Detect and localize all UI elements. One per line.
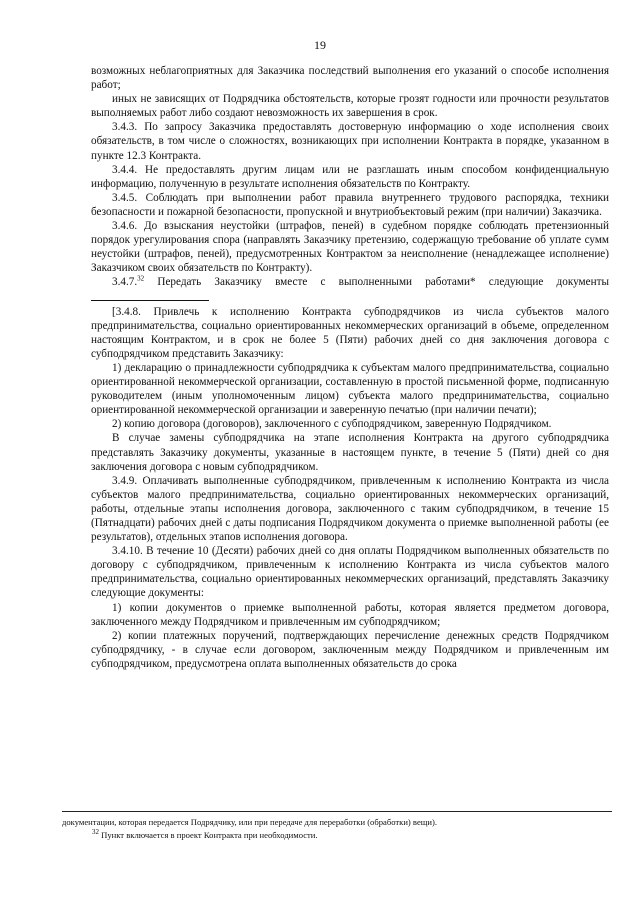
paragraph: В случае замены субподрядчика на этапе исполнения Контракта на другого субподрядчика представлять Заказчику документы, указанные в настоящем пункте, в течение 5 (Пяти) дней со дня заключения договора с новым субподрядчиком. bbox=[91, 432, 609, 473]
paragraph-group-1 bbox=[91, 64, 609, 275]
paragraph: возможных неблагоприятных для Заказчика последствий выполнения его указаний о способе исполнения работ; bbox=[91, 65, 609, 92]
clause-number: 3.4.7. bbox=[112, 276, 138, 289]
clause-text: Передать Заказчику вместе с выполненными работами* следующие документы bbox=[144, 276, 609, 289]
footnote-ref-32: 32 bbox=[137, 274, 145, 283]
contract-text bbox=[91, 64, 609, 671]
footnote-separator bbox=[62, 811, 612, 812]
paragraph: 2) копии платежных поручений, подтверждающих перечисление денежных средств Подрядчиком субподрядчику, - в случае если договором, заключенным между Подрядчиком и привлеченным им субподрядчиком, предусмотрена оплата выполненных обязательств до срока bbox=[91, 629, 609, 670]
paragraph: 3.4.4. Не предоставлять другим лицам или не разглашать иным способом конфиденциальную информацию, полученную в результате исполнения обязательств по Контракту. bbox=[91, 163, 609, 190]
paragraph: 1) копии документов о приемке выполненной работы, которая является предметом договора, заключенного между Подрядчиком и привлеченным им субподрядчиком; bbox=[91, 601, 609, 628]
paragraph: 3.4.10. В течение 10 (Десяти) рабочих дней со дня оплаты Подрядчиком выполненных обязательств по договору с субподрядчиком, привлеченным к исполнению Контракта из числа субъектов малого предпринимательства, социально ориентированных некоммерческих организаций, представлять Заказчику следующие документы: bbox=[91, 545, 609, 600]
blank-line bbox=[91, 290, 209, 301]
page-number: 19 bbox=[314, 38, 326, 52]
paragraph: 1) декларацию о принадлежности субподрядчика к субъектам малого предпринимательства, социально ориентированной некоммерческой организации, составленную в простой письменной форме, подписанную руководителем (иным уполномоченным лицом) субъекта малого предпринимательства, социально ориентированной некоммерческой организации и заверенную печатью (при наличии печати); bbox=[91, 361, 609, 417]
paragraph: 3.4.5. Соблюдать при выполнении работ правила внутреннего трудового распорядка, техники безопасности и пожарной безопасности, пропускной и внутриобъектовый режим (при наличии) Заказчика. bbox=[91, 191, 609, 218]
paragraph-3-4-7 bbox=[91, 275, 609, 304]
footnote-continuation: документации, которая передается Подрядчику, или при передаче для переработки (обработки) вещи). bbox=[62, 817, 437, 827]
footnote-32 bbox=[62, 830, 612, 841]
footnote-mark: 32 bbox=[92, 828, 99, 837]
footnote-text: Пункт включается в проект Контракта при необходимости. bbox=[99, 830, 318, 840]
paragraph: [3.4.8. Привлечь к исполнению Контракта субподрядчиков из числа субъектов малого предпринимательства, социально ориентированных некоммерческих организаций в объеме, определенном настоящим Контрактом, и в срок не более 5 (Пяти) рабочих дней со дня заключения договора с субподрядчиком представить Заказчику: bbox=[91, 305, 609, 360]
paragraph: 3.4.3. По запросу Заказчика предоставлять достоверную информацию о ходе исполнения своих обязательств, в том числе о сложностях, возникающих при исполнении Контракта в порядке, указанном в пункте 12.3 Контракта. bbox=[91, 121, 609, 162]
paragraph: иных не зависящих от Подрядчика обстоятельств, которые грозят годности или прочности результатов выполняемых работ либо создают невозможность их завершения в срок. bbox=[91, 93, 609, 120]
paragraph-group-2 bbox=[91, 305, 609, 671]
paragraph: 3.4.6. До взыскания неустойки (штрафов, пеней) в судебном порядке соблюдать претензионный порядок урегулирования спора (направлять Заказчику претензию, содержащую требование об уплате сумм неустойки (штрафов, пеней), предусмотренных Контрактом за неисполнение (ненадлежащее исполнение) Заказчиком своих обязательств по Контракту). bbox=[91, 220, 609, 275]
paragraph: 3.4.9. Оплачивать выполненные субподрядчиком, привлеченным к исполнению Контракта из числа субъектов малого предпринимательства, социально ориентированных некоммерческих организаций, работы, отдельные этапы исполнения договора, заключенного с таким субподрядчиком, в течение 15 (Пятнадцати) рабочих дней с даты подписания Подрядчиком документа о приемке выполненной работы (ее результатов), отдельных этапов исполнения договора. bbox=[91, 474, 609, 544]
paragraph: 2) копию договора (договоров), заключенного с субподрядчиком, заверенную Подрядчиком. bbox=[112, 418, 552, 431]
